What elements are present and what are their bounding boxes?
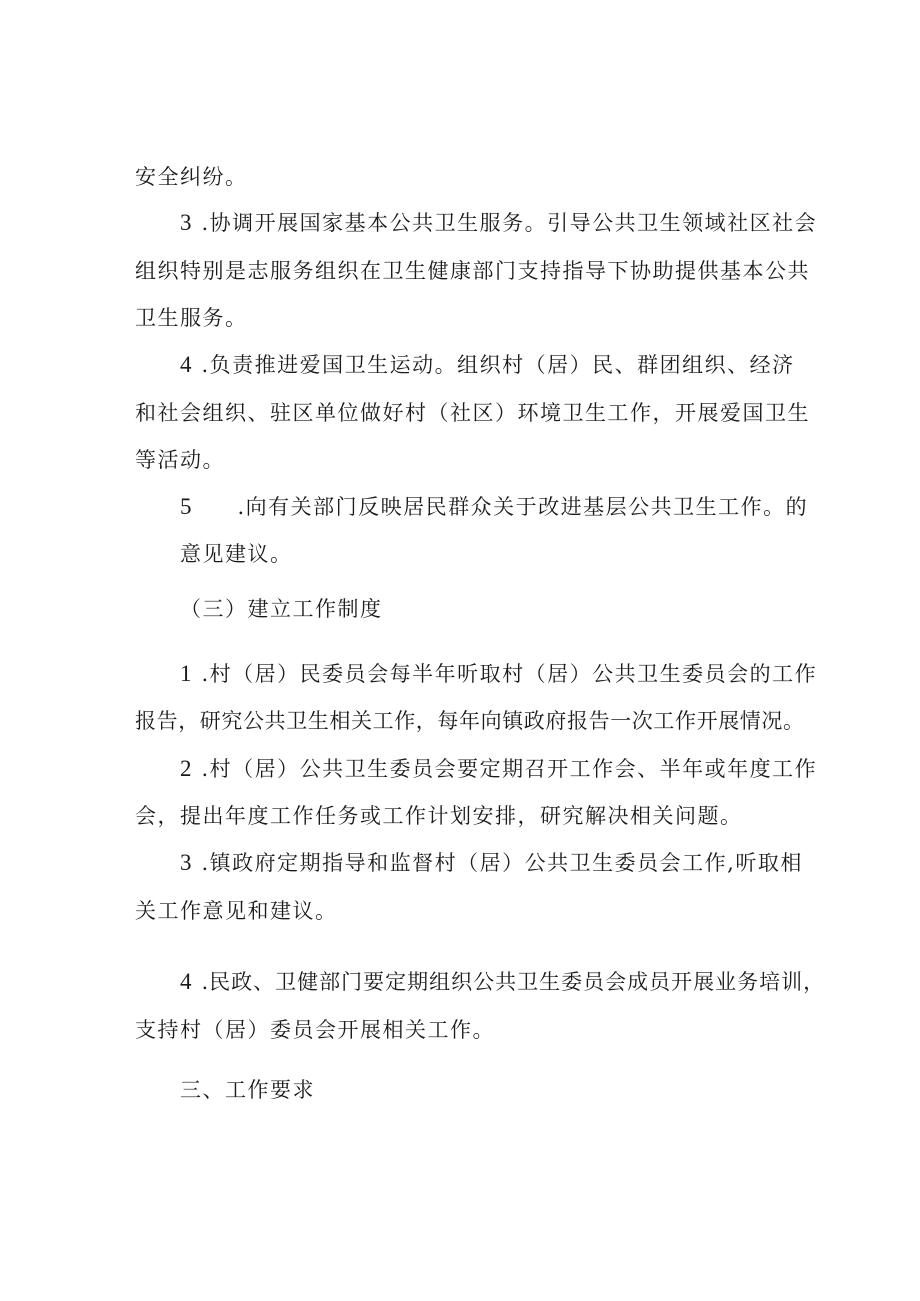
- numbered-item-line: [180, 494, 808, 520]
- numbered-item-line: [180, 969, 825, 995]
- section-heading: 三、工作要求: [180, 1078, 315, 1102]
- item-text: .向有关部门反映居民群众关于改进基层公共卫生工作。的: [237, 495, 809, 519]
- text-line: 意见建议。: [180, 542, 293, 566]
- item-number: 2: [180, 756, 192, 781]
- numbered-item-line: [180, 756, 817, 782]
- text-line: 关工作意见和建议。: [135, 899, 338, 923]
- item-text: .村（居）民委员会每半年听取村（居）公共卫生委员会的工作: [201, 662, 818, 686]
- item-number: 4: [180, 352, 192, 377]
- text-line: 和社会组织、驻区单位做好村（社区）环境卫生工作，开展爱国卫生: [135, 401, 810, 425]
- item-number: 3: [180, 210, 192, 235]
- numbered-item-line: [180, 210, 817, 236]
- item-text: .负责推进爱国卫生运动。组织村（居）民、群团组织、经济: [201, 353, 795, 377]
- text-line: 会，提出年度工作任务或工作计划安排，研究解决相关问题。: [135, 804, 743, 828]
- text-line: 等活动。: [135, 448, 225, 472]
- text-line: 卫生服务。: [135, 306, 248, 330]
- numbered-item-line: [180, 661, 817, 687]
- item-number: 5: [180, 494, 192, 519]
- item-number: 4: [180, 969, 192, 994]
- item-text: .民政、卫健部门要定期组织公共卫生委员会成员开展业务培训，: [201, 970, 826, 994]
- item-number: 3: [180, 850, 192, 875]
- item-text: .村（居）公共卫生委员会要定期召开工作会、半年或年度工作: [201, 757, 818, 781]
- text-line: 组织特别是志服务组织在卫生健康部门支持指导下协助提供基本公共: [135, 259, 810, 283]
- numbered-item-line: [180, 352, 795, 378]
- text-line: 支持村（居）委员会开展相关工作。: [135, 1018, 495, 1042]
- item-text: .协调开展国家基本公共卫生服务。引导公共卫生领域社区社会: [201, 211, 818, 235]
- text-line: 报告，研究公共卫生相关工作，每年向镇政府报告一次工作开展情况。: [135, 709, 805, 733]
- text-line: 安全纠纷。: [135, 165, 248, 189]
- item-number: 1: [180, 661, 192, 686]
- section-heading: （三）建立工作制度: [180, 597, 383, 621]
- numbered-item-line: [180, 850, 803, 876]
- item-text: .镇政府定期指导和监督村（居）公共卫生委员会工作,听取相: [201, 851, 803, 875]
